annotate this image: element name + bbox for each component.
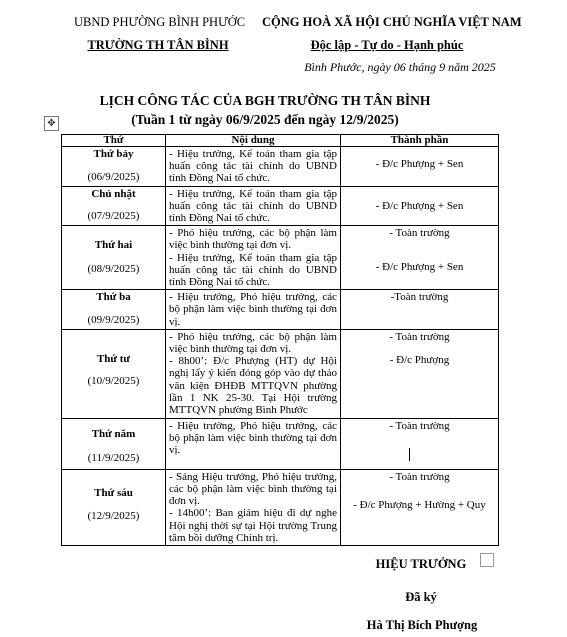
content-item: - Hiệu trưởng, Kế toán tham gia tập huấn công tác tài chính do UBND tỉnh Đồng Nai tổ chức. <box>169 187 337 225</box>
table-row <box>62 226 499 290</box>
table-row <box>62 329 499 418</box>
header-participants: Thành phần <box>341 135 499 147</box>
day-name: Thứ sáu <box>94 486 133 499</box>
table-row <box>62 290 499 330</box>
table-row <box>62 186 499 226</box>
signature-title: HIỆU TRƯỞNG <box>375 557 467 571</box>
content-cell <box>166 290 341 330</box>
day-name: Chủ nhật <box>91 187 136 200</box>
day-name: Thứ tư <box>96 352 131 365</box>
day-cell <box>62 290 166 330</box>
header-day: Thứ <box>62 135 166 147</box>
participant-item: - Toàn trường <box>389 419 450 432</box>
day-date: (06/9/2025) <box>87 171 140 184</box>
content-item: - Hiệu trưởng, Kế toán tham gia tập huấn công tác tài chính do UBND tỉnh Đồng Nai tổ chức. <box>169 251 337 289</box>
day-cell <box>62 418 166 469</box>
content-cell <box>166 418 341 469</box>
day-name: Thứ ba <box>96 291 131 304</box>
text-cursor <box>409 448 410 461</box>
content-item: - Hiệu trưởng, Kế toán tham gia tập huấn công tác tài chính do UBND tỉnh Đồng Nai tổ chức. <box>169 148 337 185</box>
content-cell <box>166 226 341 290</box>
day-cell <box>62 469 166 545</box>
schedule-table <box>61 134 499 546</box>
day-date: (10/9/2025) <box>87 375 140 388</box>
signature-status: Đã ký <box>405 590 437 604</box>
participants-cell <box>341 290 499 330</box>
resize-handle[interactable] <box>480 553 494 567</box>
day-cell <box>62 329 166 418</box>
participant-item: - Toàn trường <box>389 227 450 240</box>
day-date: (08/9/2025) <box>87 263 140 276</box>
move-arrows-icon[interactable]: ✥ <box>44 116 59 131</box>
day-date: (09/9/2025) <box>87 314 140 327</box>
day-date: (11/9/2025) <box>87 452 140 465</box>
national-motto: Độc lập - Tự do - Hạnh phúc <box>310 38 464 52</box>
participants-cell <box>341 186 499 226</box>
org-name: UBND PHƯỜNG BÌNH PHƯỚC <box>74 15 246 29</box>
participants-cell <box>341 147 499 187</box>
table-row <box>62 147 499 187</box>
content-cell <box>166 147 341 187</box>
content-item: - 14h00’: Ban giám hiệu đi dự nghe Hội nghị thời sự tại Hội trường Trung tâm bồi dưỡng Chính trị. <box>169 507 337 544</box>
participant-item: - Đ/c Phượng + Hường + Quy <box>353 499 486 512</box>
participant-item: - Đ/c Phượng + Sen <box>375 158 464 170</box>
table-header-row <box>62 135 499 147</box>
day-name: Thứ năm <box>91 427 136 440</box>
date-line: Bình Phước, ngày 06 tháng 9 năm 2025 <box>304 60 496 74</box>
participants-cell <box>341 226 499 290</box>
header-content: Nội dung <box>166 135 341 147</box>
participants-cell <box>341 469 499 545</box>
participants-cell <box>341 418 499 469</box>
participant-item: -Toàn trường <box>390 291 449 304</box>
table-row <box>62 418 499 469</box>
day-date: (12/9/2025) <box>87 510 140 523</box>
national-title: CỘNG HOÀ XÃ HỘI CHỦ NGHĨA VIỆT NAM <box>262 15 522 29</box>
document-subtitle: (Tuần 1 từ ngày 06/9/2025 đến ngày 12/9/2025) <box>131 112 399 127</box>
participant-item: - Toàn trường <box>389 470 450 483</box>
participants-cell <box>341 329 499 418</box>
content-cell <box>166 329 341 418</box>
participant-item: - Đ/c Phượng + Sen <box>375 199 464 212</box>
content-item: - Hiệu trưởng, Phó hiệu trưởng, các bộ phận làm việc bình thường tại đơn vị. <box>169 291 337 328</box>
content-item: - Hiệu trưởng, Phó hiệu trưởng, các bộ phận làm việc bình thường tại đơn vị. <box>169 419 337 457</box>
day-cell <box>62 226 166 290</box>
content-cell <box>166 469 341 545</box>
signatory-name: Hà Thị Bích Phượng <box>366 618 478 632</box>
participant-item: - Đ/c Phượng <box>389 354 450 367</box>
day-name: Thứ hai <box>94 239 133 252</box>
day-date: (07/9/2025) <box>87 209 140 222</box>
participant-item: - Toàn trường <box>389 330 450 343</box>
content-item: - Sáng Hiệu trưởng, Phó hiệu trưởng, các bộ phận làm việc bình thường tại đơn vị. <box>169 470 337 508</box>
day-cell <box>62 147 166 187</box>
table-row <box>62 469 499 545</box>
document-title: LỊCH CÔNG TÁC CỦA BGH TRƯỜNG TH TÂN BÌNH <box>99 93 431 108</box>
content-item: - 8h00’: Đ/c Phượng (HT) dự Hội nghị lấy ý kiến đóng góp vào dự thảo văn kiện ĐHĐB MTTQVN phường lần 1 NK 25-30. Tại Hội trường MTTQVN phường Bình Phước <box>169 355 337 417</box>
participant-item: - Đ/c Phượng + Sen <box>375 261 464 274</box>
content-item: - Phó hiệu trưởng, các bộ phận làm việc bình thường tại đơn vị. <box>169 227 337 252</box>
day-name: Thứ bảy <box>93 148 134 160</box>
content-item: - Phó hiệu trưởng, các bộ phận làm việc bình thường tại đơn vị. <box>169 330 337 356</box>
day-cell <box>62 186 166 226</box>
school-name: TRƯỜNG TH TÂN BÌNH <box>87 38 229 52</box>
content-cell <box>166 186 341 226</box>
